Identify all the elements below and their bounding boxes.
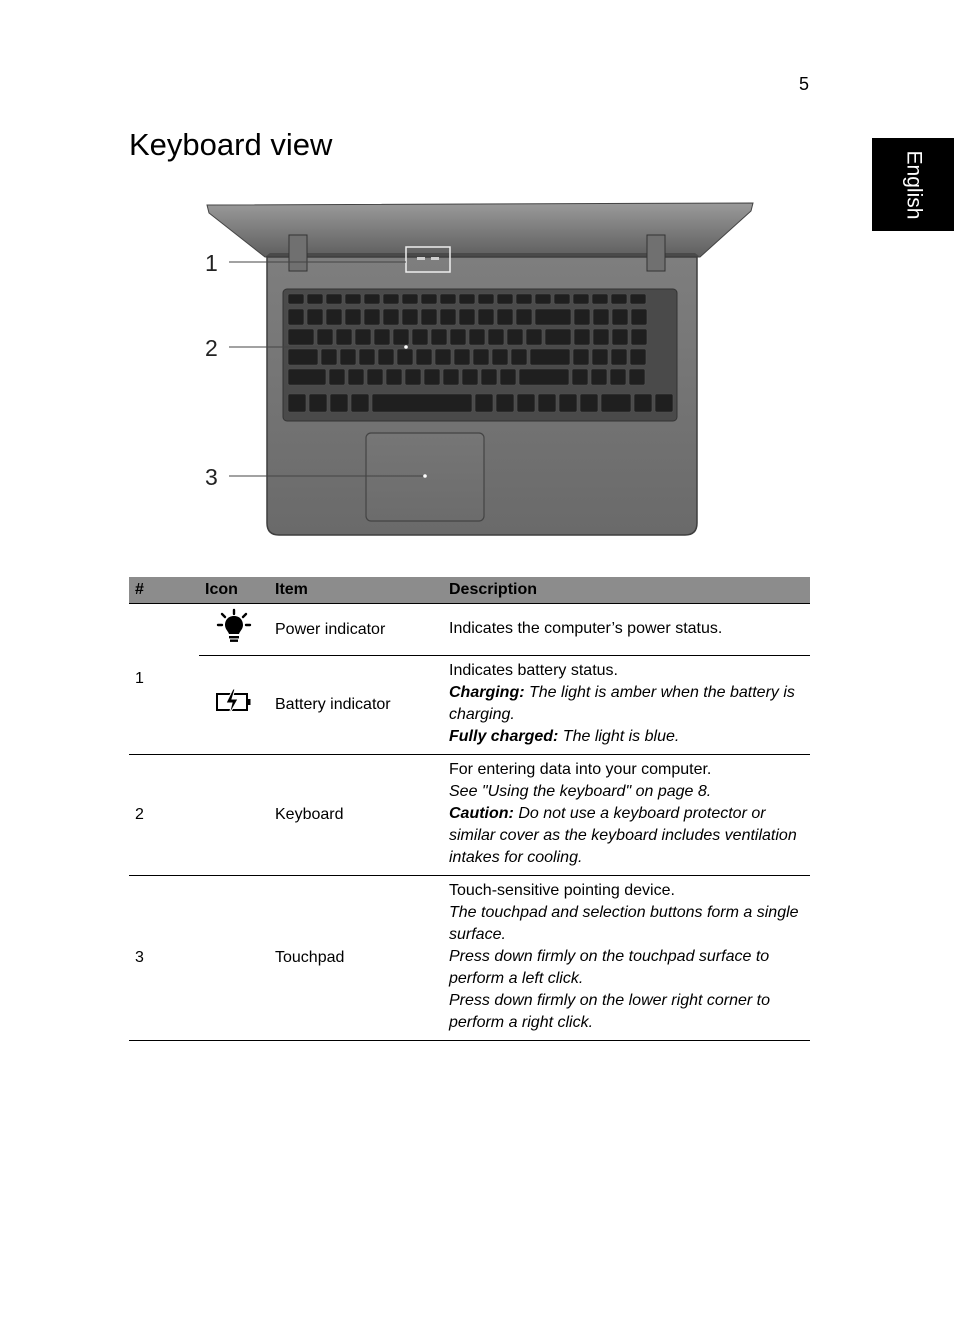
keyboard-key	[488, 329, 504, 345]
table-row	[129, 656, 810, 755]
keyboard-key	[440, 309, 456, 325]
power-light-icon	[199, 604, 269, 656]
keyboard-key	[288, 394, 306, 412]
keyboard-key	[364, 294, 380, 304]
callout-1: 1	[205, 250, 218, 276]
item-keyboard: Keyboard	[269, 755, 443, 876]
keyboard-key	[372, 394, 472, 412]
keyboard-key	[475, 394, 493, 412]
item-touchpad: Touchpad	[269, 876, 443, 1041]
language-tab-label: English	[901, 150, 925, 219]
keyboard-key	[321, 349, 337, 365]
keyboard-key	[610, 369, 626, 385]
charging-text: The light is amber when the battery is charging.	[449, 684, 795, 723]
desc-touchpad	[443, 876, 810, 1041]
keyboard-key	[435, 349, 451, 365]
keyboard-key	[573, 294, 589, 304]
keyboard-key	[454, 349, 470, 365]
keyboard-key	[288, 349, 318, 365]
keyboard-key	[469, 329, 485, 345]
keyboard-key	[580, 394, 598, 412]
keyboard-key	[340, 349, 356, 365]
table-row	[129, 604, 810, 656]
touchpad-left-click-note: Press down firmly on the touchpad surface to perform a left click.	[449, 948, 770, 987]
keyboard-key	[440, 294, 456, 304]
keyboard-key	[593, 329, 609, 345]
header-item: Item	[269, 577, 443, 604]
keyboard-key	[478, 309, 494, 325]
desc-battery-indicator	[443, 656, 810, 755]
header-description: Description	[443, 577, 810, 604]
laptop-keyboard-illustration	[195, 195, 765, 545]
keyboard-key	[511, 349, 527, 365]
row-number: 1	[129, 604, 199, 755]
keyboard-key	[374, 329, 390, 345]
keyboard-key	[592, 349, 608, 365]
keyboard-key	[288, 294, 304, 304]
keyboard-key	[473, 349, 489, 365]
keyboard-key	[630, 294, 646, 304]
page-number: 5	[798, 74, 809, 94]
keyboard-key	[612, 309, 628, 325]
keyboard-key	[634, 394, 652, 412]
keyboard-key	[492, 349, 508, 365]
keyboard-desc-line: For entering data into your computer.	[449, 761, 712, 778]
keyboard-key	[326, 294, 342, 304]
icon-cell-empty	[199, 876, 269, 1041]
keyboard-key	[459, 294, 475, 304]
keyboard-key	[355, 329, 371, 345]
keyboard-key	[593, 309, 609, 325]
keyboard-key	[383, 309, 399, 325]
keyboard-key	[359, 349, 375, 365]
keyboard-key	[330, 394, 348, 412]
keyboard-key	[402, 309, 418, 325]
caution-label: Caution:	[449, 805, 514, 822]
keyboard-key	[412, 329, 428, 345]
touchpad-desc-line: Touch-sensitive pointing device.	[449, 882, 675, 899]
keyboard-key	[351, 394, 369, 412]
item-power-indicator: Power indicator	[269, 604, 443, 656]
battery-charging-note	[449, 682, 804, 726]
keyboard-key	[538, 394, 556, 412]
row-number: 2	[129, 755, 199, 876]
keyboard-key	[364, 309, 380, 325]
keyboard-key	[329, 369, 345, 385]
keyboard-key	[393, 329, 409, 345]
keyboard-key	[535, 309, 571, 325]
keyboard-key	[574, 309, 590, 325]
touchpad-note: The touchpad and selection buttons form a single surface.	[449, 904, 799, 943]
keyboard-key	[592, 294, 608, 304]
component-table	[129, 577, 810, 1041]
right-hinge	[647, 235, 665, 271]
keyboard-key	[326, 309, 342, 325]
keyboard-key	[336, 329, 352, 345]
keyboard-key	[519, 369, 569, 385]
keyboard-key	[367, 369, 383, 385]
page-title: Keyboard view	[129, 127, 333, 162]
keyboard-key	[554, 294, 570, 304]
keyboard-key	[572, 369, 588, 385]
keyboard-key	[424, 369, 440, 385]
keyboard-key	[496, 394, 514, 412]
keyboard-key	[459, 309, 475, 325]
keyboard-key	[378, 349, 394, 365]
keyboard-key	[612, 329, 628, 345]
keyboard-key	[317, 329, 333, 345]
keyboard-key	[397, 349, 413, 365]
battery-desc-line: Indicates battery status.	[449, 662, 618, 679]
keyboard-key	[416, 349, 432, 365]
touchpad-right-click-note: Press down firmly on the lower right corner to perform a right click.	[449, 992, 771, 1031]
keyboard-key	[288, 369, 326, 385]
keyboard-key	[611, 294, 627, 304]
keyboard-key	[386, 369, 402, 385]
keyboard-key	[574, 329, 590, 345]
item-battery-indicator: Battery indicator	[269, 656, 443, 755]
keyboard-keys	[288, 294, 673, 412]
keyboard-see-reference: See "Using the keyboard" on page 8.	[449, 783, 712, 800]
charged-text: The light is blue.	[558, 728, 680, 745]
keyboard-key	[631, 309, 647, 325]
keyboard-key	[611, 349, 627, 365]
caution-text: Do not use a keyboard protector or similar cover as the keyboard includes ventilation intakes for cooling.	[449, 805, 797, 866]
table-row	[129, 755, 810, 876]
charged-label: Fully charged:	[449, 728, 559, 745]
keyboard-key	[530, 349, 570, 365]
keyboard-key	[573, 349, 589, 365]
desc-power-indicator: Indicates the computer’s power status.	[443, 604, 810, 656]
table-row	[129, 876, 810, 1041]
keyboard-key	[559, 394, 577, 412]
keyboard-key	[497, 294, 513, 304]
callout-3: 3	[205, 464, 218, 490]
keyboard-key	[631, 329, 647, 345]
keyboard-key	[655, 394, 673, 412]
keyboard-key	[630, 349, 646, 365]
keyboard-key	[307, 294, 323, 304]
keyboard-key	[500, 369, 516, 385]
keyboard-key	[345, 294, 361, 304]
keyboard-key	[601, 394, 631, 412]
table-header-row	[129, 577, 810, 604]
keyboard-key	[629, 369, 645, 385]
battery-charged-note	[449, 726, 804, 748]
keyboard-key	[545, 329, 571, 345]
keyboard-key	[309, 394, 327, 412]
keyboard-key	[450, 329, 466, 345]
keyboard-key	[288, 309, 304, 325]
keyboard-key	[517, 394, 535, 412]
keyboard-key	[516, 294, 532, 304]
charging-label: Charging:	[449, 684, 525, 701]
battery-charging-icon	[199, 656, 269, 755]
callout-2: 2	[205, 335, 218, 361]
keyboard-key	[481, 369, 497, 385]
icon-cell-empty	[199, 755, 269, 876]
keyboard-key	[288, 329, 314, 345]
keyboard-key	[516, 309, 532, 325]
keyboard-key	[402, 294, 418, 304]
keyboard-key	[421, 294, 437, 304]
keyboard-key	[345, 309, 361, 325]
keyboard-key	[462, 369, 478, 385]
left-hinge	[289, 235, 307, 271]
keyboard-key	[526, 329, 542, 345]
keyboard-key	[431, 329, 447, 345]
desc-keyboard	[443, 755, 810, 876]
language-tab	[872, 138, 954, 231]
header-num: #	[129, 577, 199, 604]
keyboard-key	[478, 294, 494, 304]
keyboard-key	[307, 309, 323, 325]
keyboard-key	[421, 309, 437, 325]
keyboard-key	[535, 294, 551, 304]
keyboard-key	[443, 369, 459, 385]
keyboard-key	[497, 309, 513, 325]
keyboard-caution	[449, 803, 804, 869]
keyboard-key	[348, 369, 364, 385]
row-number: 3	[129, 876, 199, 1041]
keyboard-key	[383, 294, 399, 304]
keyboard-key	[507, 329, 523, 345]
header-icon: Icon	[199, 577, 269, 604]
keyboard-key	[405, 369, 421, 385]
keyboard-key	[591, 369, 607, 385]
